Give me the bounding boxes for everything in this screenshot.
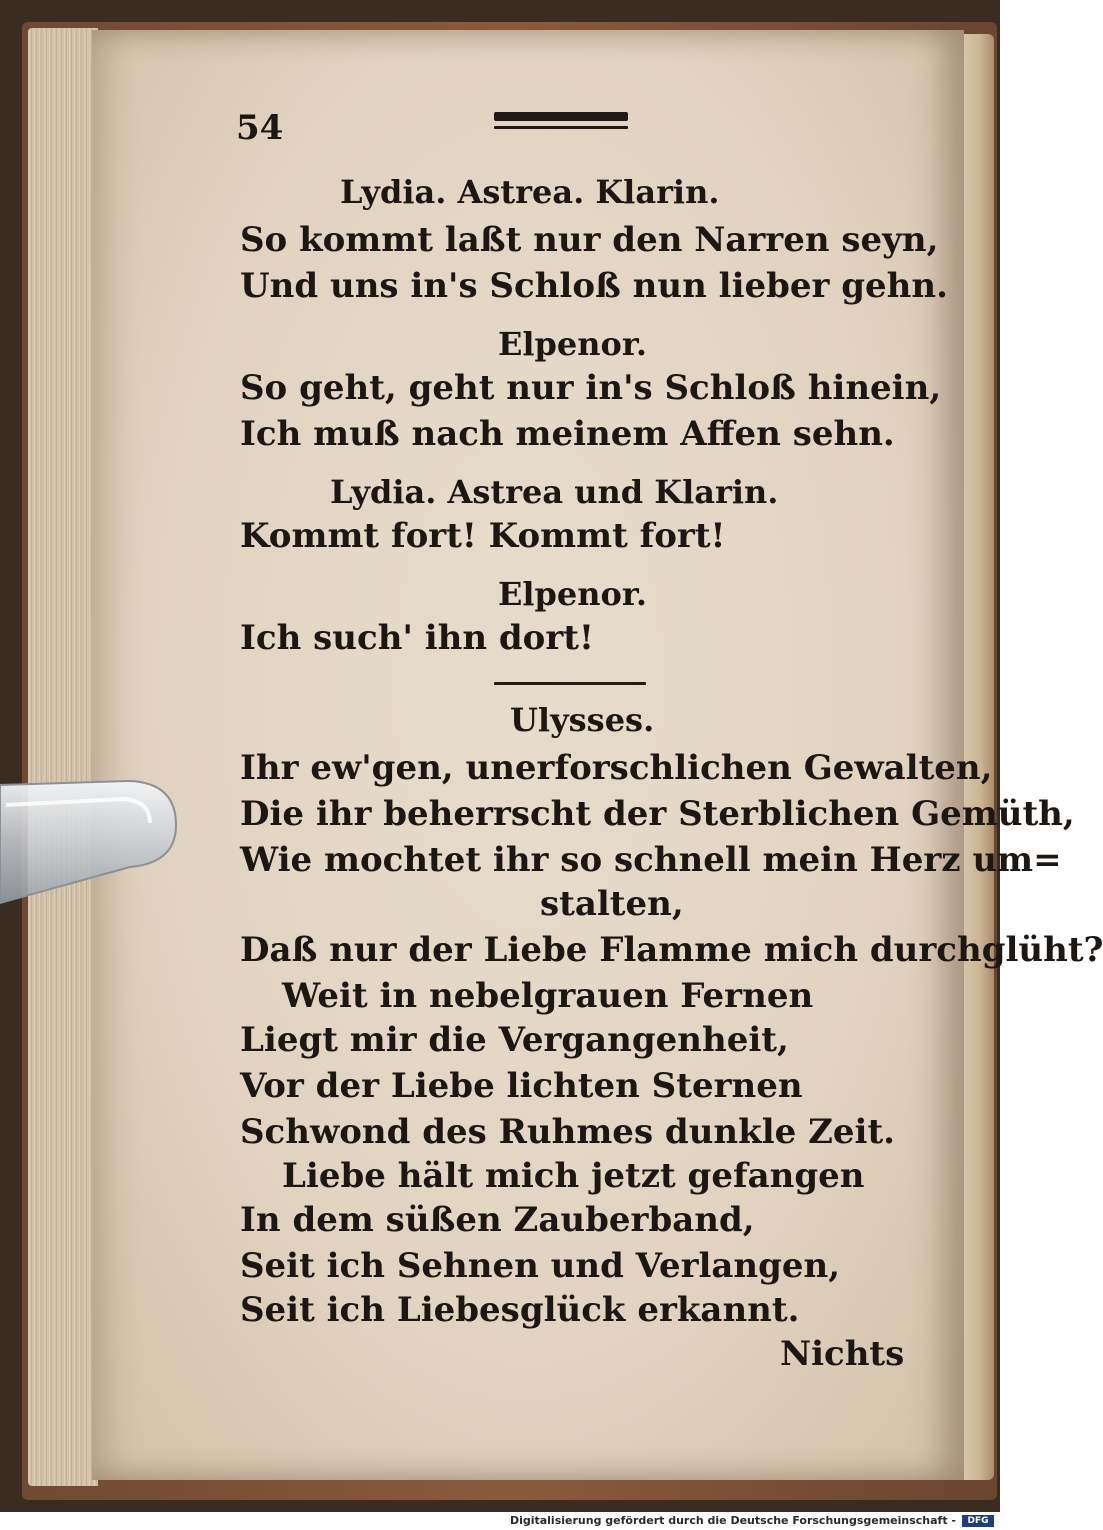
verse-line: Daß nur der Liebe Flamme mich durchglüht?: [240, 930, 1103, 970]
bookmark-strip: [0, 775, 180, 905]
verse-line: Seit ich Sehnen und Verlangen,: [240, 1246, 841, 1286]
section-divider: [494, 682, 646, 685]
footer-bar: [0, 1512, 1000, 1530]
footer-credit: Digitalisierung gefördert durch die Deutsche Forschungsgemeinschaft -: [509, 1514, 956, 1527]
dfg-logo: DFG: [962, 1515, 994, 1527]
verse-line: In dem süßen Zauberband,: [240, 1200, 755, 1240]
speaker-heading: Lydia. Astrea. Klarin.: [340, 173, 720, 211]
verse-line: Wie mochtet ihr so schnell mein Herz um=: [240, 840, 1062, 880]
verse-line: Ich such' ihn dort!: [240, 618, 594, 658]
verse-line: Vor der Liebe lichten Sternen: [240, 1066, 803, 1106]
page-edges-left: [28, 28, 98, 1486]
verse-line: Seit ich Liebesglück erkannt.: [240, 1290, 800, 1330]
speaker-heading: Lydia. Astrea und Klarin.: [330, 473, 779, 511]
header-double-rule: [494, 112, 628, 129]
header-rule-thick: [494, 112, 628, 121]
verse-line: Die ihr beherrscht der Sterblichen Gemüth,: [240, 794, 1075, 834]
speaker-heading: Ulysses.: [510, 701, 655, 739]
verse-line: So geht, geht nur in's Schloß hinein,: [240, 368, 942, 408]
verse-line: Kommt fort! Kommt fort!: [240, 516, 726, 556]
verse-line: Schwond des Ruhmes dunkle Zeit.: [240, 1112, 895, 1152]
verse-line: Ihr ew'gen, unerforschlichen Gewalten,: [240, 748, 993, 788]
verse-line: Liegt mir die Vergangenheit,: [240, 1020, 789, 1060]
catchword: Nichts: [780, 1334, 905, 1374]
verse-line: Liebe hält mich jetzt gefangen: [282, 1156, 865, 1196]
verse-line: stalten,: [540, 884, 684, 924]
verse-line: So kommt laßt nur den Narren seyn,: [240, 220, 939, 260]
verse-line: Ich muß nach meinem Affen sehn.: [240, 414, 895, 454]
verse-line: Und uns in's Schloß nun lieber gehn.: [240, 266, 948, 306]
speaker-heading: Elpenor.: [498, 575, 647, 613]
header-rule-thin: [494, 126, 628, 129]
page-number: 54: [236, 108, 284, 148]
speaker-heading: Elpenor.: [498, 325, 647, 363]
verse-line: Weit in nebelgrauen Fernen: [282, 976, 814, 1016]
